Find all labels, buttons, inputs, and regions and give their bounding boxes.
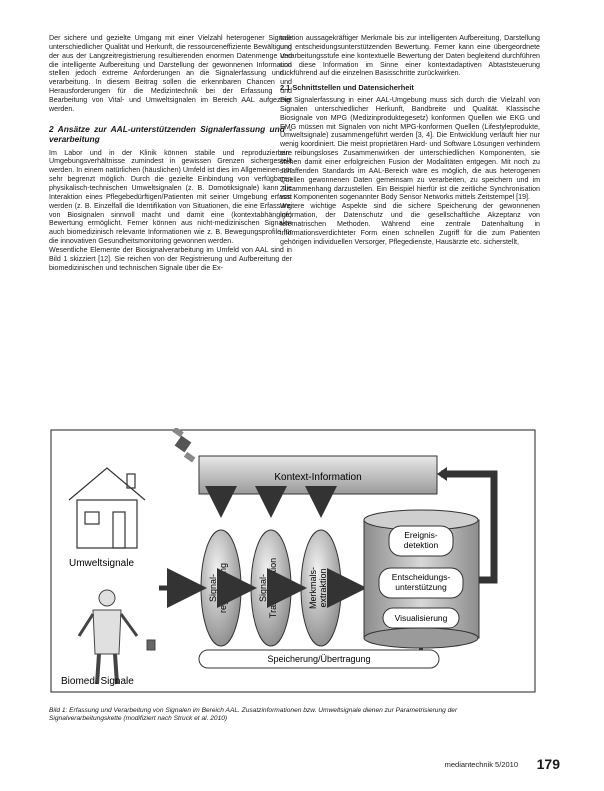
storage-label: Speicherung/Übertragung xyxy=(267,654,371,664)
right-column xyxy=(280,34,540,246)
step-label-2: Signal-Transformation xyxy=(258,557,278,619)
page-footer xyxy=(400,756,560,776)
subsection-heading: 2.1 Schnittstellen und Datensicherheit xyxy=(280,83,414,93)
step-label-1: Signal-registrierung xyxy=(208,562,228,614)
left-paragraph-3: Wesentliche Elemente der Biosignalverarbeitung im Umfeld von AAL sind in Bild 1 skizziert [12]. Sie reichen von der Registrierung und Aufbereitung der biomedizinischen und technischen Signale über die Ex- xyxy=(49,245,292,272)
right-paragraph-2: Die Signalerfassung in einer AAL-Umgebung muss sich durch die Vielzahl von Signalen unterschiedlicher Herkunft, Bandbreite und Qualität. Klassische Biosignale von MPG (Medizinproduktegesetz) konformen Quellen wie EKG und EMG müssen mit Signalen von nicht MPG-konformen Quellen (Lifestyleprodukte, Umweltsignale) zusammengeführt werden [3, 4]. Die Entwicklung verläuft hier nur wenig koordiniert. Die meist proprietären Hard- und Software Lösungen verhindern ein reibungsloses Zusammenwirken der unterschiedlichen Komponenten, sie stehen damit einer erfolgreichen Fusion der Modalitäten entgegen. Mit noch zu schaffenden Standards im AAL-Bereich wäre es möglich, die aus heterogenen Quellen gewonnenen Daten gemeinsam zu verarbeiten, zu speichern und im Zusammenhang darzustellen. Ein Beispiel hierfür ist die zeitliche Synchronisation von Komponenten sogenannter Body Sensor Networks mittels Zeitstempel [19]. xyxy=(280,96,540,202)
right-paragraph-1: traktion aussagekräftiger Merkmale bis zur intelligenten Aufbereitung, Darstellung und entscheidungsunterstützenden Bewertung. Ferner kann eine übergeordnete Verarbeitungsstufe eine kontextuelle Bewertung der Daten begleitend durchführen und diese Information im Sinne einer kontextadaptiven Abtaststeuerung rückführend auf die einzelnen Basisschritte zurückwirken. xyxy=(280,34,540,78)
left-paragraph-1: Der sichere und gezielte Umgang mit einer Vielzahl heterogener Signale unterschiedlicher Qualität und Herkunft, die ressourceneffiziente Bewältigung der aus der Langzeitregistrierung resultierenden enormen Datenmenge und die intelligente Aufbereitung und Darstellung der gewonnenen Information stellen jedoch extreme Anforderungen an die Signalerfassung und -verarbeitung. In diesem Beitrag sollen die erkennbaren Chancen und Herausforderungen für die Medizintechnik bei der Erfassung und Bearbeitung von Vital- und Umweltsignalen im Bereich AAL aufgezeigt werden. xyxy=(49,34,292,113)
right-paragraph-3: Weitere wichtige Aspekte sind die sichere Speicherung der gewonnenen Information, der Datenschutz und die gesellschaftliche Akzeptanz von telematrischen Methoden. Während eine zentrale Datenhaltung in informationsverdichteter Form einen schnellen Zugriff für die zum Patienten gehörigen individuellen Versorger, Pflegedienste, Hausärzte etc. sicherstellt, xyxy=(280,202,540,246)
db-visualization-label: Visualisierung xyxy=(394,613,448,623)
figure-1 xyxy=(49,428,537,694)
svg-text:Ereignis-detektion: Ereignis-detektion xyxy=(403,530,439,550)
journal-name: mediantechnik 5/2010 xyxy=(444,760,518,769)
environment-signals-label: Umweltsignale xyxy=(69,558,135,569)
section-heading: 2 Ansätze zur AAL-unterstützenden Signalerfassung und -verarbeitung xyxy=(49,123,292,144)
left-column xyxy=(49,34,292,272)
step-label-3: Merkmals-extraktion xyxy=(308,567,328,609)
page-number: 179 xyxy=(536,756,560,772)
biomedical-signals-label: Biomed. Signale xyxy=(61,676,134,687)
context-label: Kontext-Information xyxy=(274,472,362,483)
left-paragraph-2: Im Labor und in der Klinik können stabile und reproduzierbare Umgebungsverhältnisse zumindest in gewissen Grenzen sichergestellt werden. In einem natürlichen (häuslichen) Umfeld ist dies im Allgemeinen nur sehr begrenzt möglich. Durch die gezielte Einbindung von verfügbaren physikalisch-technischen Umweltsignalen (z. B. Domotiksignale) kann die Interaktion eines Pflegebedürftigen/Patienten mit seiner Umgebung erfasst werden (z. B. Einzelfall die Identifikation von Situationen, die eine Erfassung von Biosignalen sinnvoll macht und damit eine (kontextabhängige) Bewertung ermöglicht. Ferner können aus nicht-medizinischen Signalen auch biomedizinisch relevante Informationen wie z. B. Bewegungsprofile für die innovativen Gesundheitsmonitoring gewonnen werden. xyxy=(49,148,292,246)
figure-diagram xyxy=(49,428,537,694)
figure-caption: Bild 1: Erfassung und Verarbeitung von Signalen im Bereich AAL. Zusatzinformationen bzw. Umweltsignale dienen zur Parametrisierung der Signalverarbeitungskette (modifiziert nach Struck et al. 2010) xyxy=(49,706,458,722)
svg-text:Entscheidungs-unterstützung: Entscheidungs-unterstützung xyxy=(391,572,451,592)
